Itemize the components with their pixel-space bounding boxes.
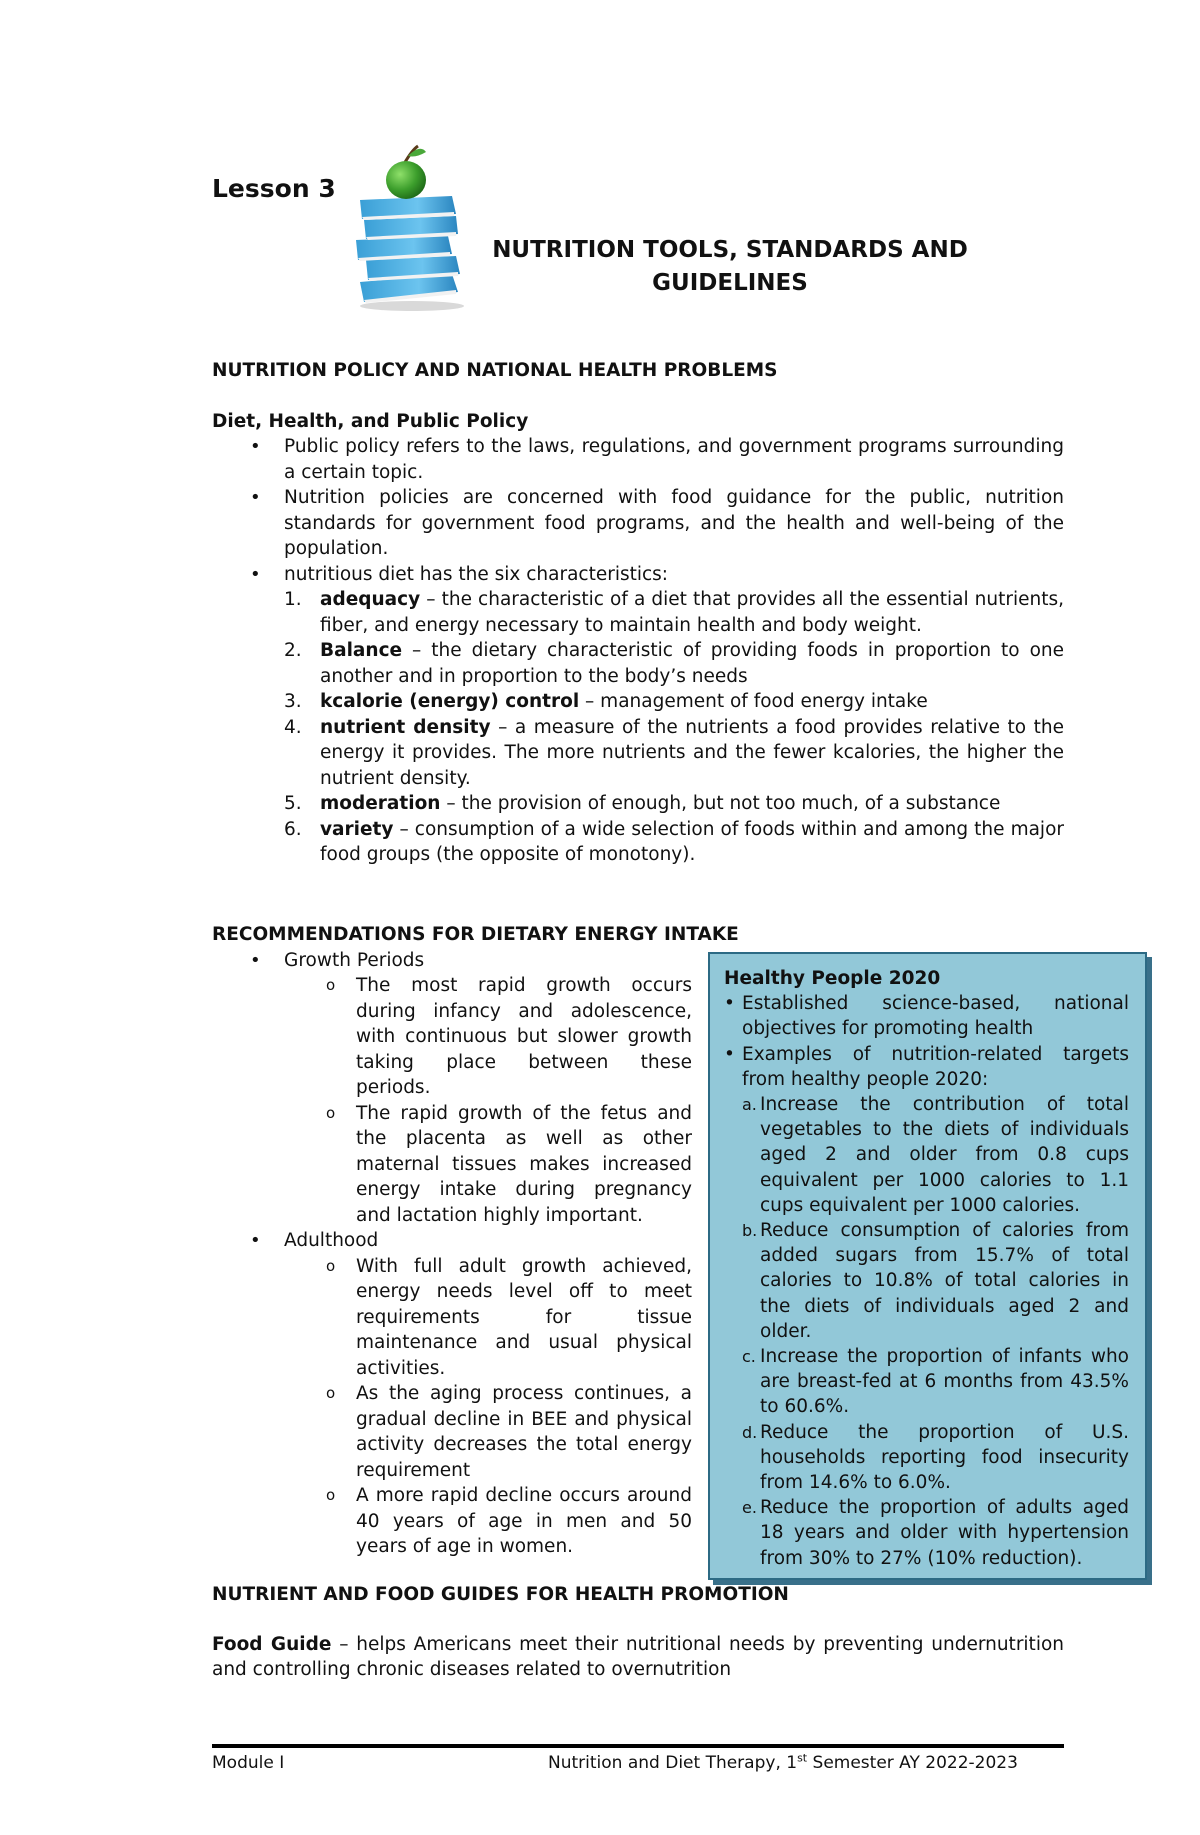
list-item: • Public policy refers to the laws, regulations, and government programs surrounding a certain topic. [212, 434, 1064, 485]
footer-module: Module I [212, 1753, 285, 1773]
list-item: • Nutrition policies are concerned with food guidance for the public, nutrition standards for government food programs, and the health and well-being of the population. [212, 485, 1064, 562]
footer-divider [212, 1744, 1064, 1748]
list-item: a. Increase the contribution of total vegetables to the diets of individuals aged 2 and older from 0.8 cups equivalent per 1000 calories to 1.1 cups equivalent per 1000 calories. [742, 1094, 1129, 1216]
list-item: • Established science-based, national objectives for promoting health [724, 991, 1129, 1041]
lesson-title-line2: GUIDELINES [652, 270, 808, 296]
sidebar-bullets [724, 991, 1129, 1092]
list-item: 5. moderation – the provision of enough, but not too much, of a substance [284, 793, 1001, 814]
subheading: Diet, Health, and Public Policy [212, 410, 529, 432]
sidebar-targets [724, 1092, 1129, 1571]
list-item: • Examples of nutrition-related targets from healthy people 2020: [724, 1042, 1129, 1092]
list-item: d. Reduce the proportion of U.S. households reporting food insecurity from 14.6% to 6.0%. [742, 1421, 1129, 1494]
list-item: o The most rapid growth occurs during infancy and adolescence, with continuous but slower growth taking place between these periods. [326, 975, 692, 1098]
list-item: 3. kcalorie (energy) control – management of food energy intake [284, 691, 928, 712]
books-with-apple-icon [352, 142, 470, 312]
lesson-number: Lesson 3 [212, 174, 336, 203]
lesson-title-line1: NUTRITION TOOLS, STANDARDS AND [492, 237, 968, 263]
energy-bullet-list [212, 948, 692, 974]
list-item: e. Reduce the proportion of adults aged 18 years and older with hypertension from 30% to 27% (10% reduction). [742, 1497, 1129, 1569]
list-item: o The rapid growth of the fetus and the placenta as well as other maternal tissues makes increased energy intake during pregnancy and lactation highly important. [326, 1102, 692, 1226]
section-heading: NUTRITION POLICY AND NATIONAL HEALTH PROBLEMS [212, 360, 778, 381]
section-energy-intake [212, 922, 739, 1560]
list-item: • Growth Periods [212, 948, 692, 974]
footer-course: Nutrition and Diet Therapy, 1st Semester AY 2022-2023 [548, 1751, 1018, 1773]
sidebar-title: Healthy People 2020 [724, 968, 941, 989]
list-item: 4. nutrient density – a measure of the nutrients a food provides relative to the energy it provides. The more nutrients and the fewer kcalories, the higher the nutrient density. [284, 716, 1064, 789]
growth-sublist [212, 973, 692, 1228]
list-item: 1. adequacy – the characteristic of a diet that provides all the essential nutrients, fiber, and energy necessary to maintain health and body weight. [284, 589, 1064, 636]
food-guide-paragraph: Food Guide – helps Americans meet their nutritional needs by preventing undernutrition and controlling chronic diseases related to overnutrition [212, 1633, 1064, 1680]
list-item: o With full adult growth achieved, energy needs level off to meet requirements for tissue maintenance and usual physical activities. [326, 1255, 692, 1379]
list-item: 2. Balance – the dietary characteristic of providing foods in proportion to one another and in proportion to the body’s needs [284, 640, 1064, 687]
list-item: • Adulthood [212, 1228, 692, 1254]
list-item: c. Increase the proportion of infants who are breast-fed at 6 months from 43.5% to 60.6%. [742, 1346, 1129, 1418]
section-heading: NUTRIENT AND FOOD GUIDES FOR HEALTH PROMOTION [212, 1584, 789, 1605]
list-item: 6. variety – consumption of a wide selection of foods within and among the major food groups (the opposite of monotony). [284, 818, 1064, 865]
lesson-title [470, 234, 990, 300]
policy-bullet-list [212, 434, 1064, 587]
list-item: o A more rapid decline occurs around 40 years of age in men and 50 years of age in women. [326, 1485, 692, 1557]
section-nutrition-policy [212, 358, 1064, 868]
healthy-people-sidebar [708, 952, 1147, 1580]
section-heading: RECOMMENDATIONS FOR DIETARY ENERGY INTAKE [212, 924, 739, 945]
list-item: • nutritious diet has the six characteristics: [212, 562, 1064, 588]
adult-bullet-list [212, 1228, 692, 1254]
list-item: o As the aging process continues, a gradual decline in BEE and physical activity decreases the total energy requirement [326, 1383, 692, 1481]
section-food-guides [212, 1582, 1064, 1683]
list-item: b. Reduce consumption of calories from added sugars from 15.7% of total calories to 10.8% of total calories in the diets of individuals aged 2 and older. [742, 1220, 1129, 1342]
adult-sublist [212, 1254, 692, 1560]
characteristics-list [212, 587, 1064, 868]
